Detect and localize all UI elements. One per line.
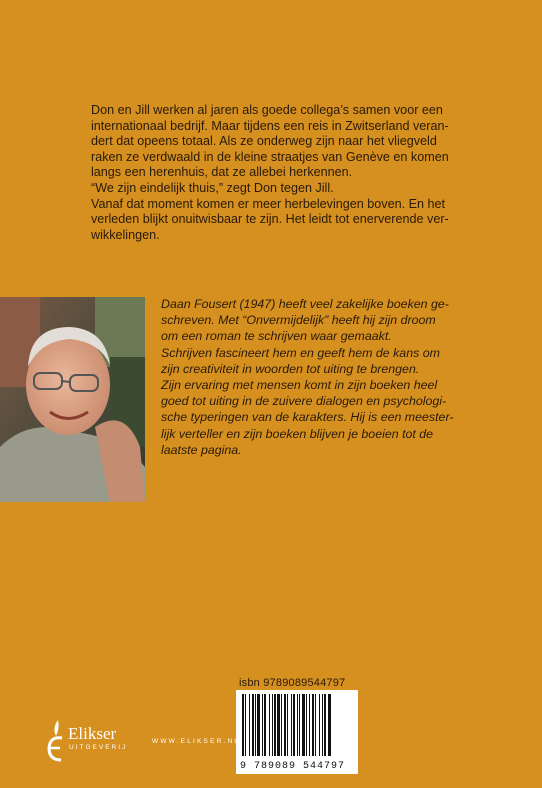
author-photo — [0, 297, 145, 502]
barcode-bar — [274, 694, 276, 756]
barcode-bar — [293, 694, 295, 756]
bio-line: Daan Fousert (1947) heeft veel zakelijke boeken ge- — [161, 297, 449, 311]
bio-line: goed tot uiting in de zuivere dialogen en psychologi- — [161, 394, 447, 409]
barcode-bar — [272, 694, 273, 756]
barcode-bar — [277, 694, 280, 756]
barcode-bar — [264, 694, 266, 756]
barcode-bar — [315, 694, 316, 756]
barcode-bar — [257, 694, 260, 756]
leaf-e-icon — [44, 718, 68, 764]
barcode-bar — [324, 694, 326, 756]
barcode-bar — [284, 694, 286, 756]
back-cover-blurb — [91, 103, 476, 243]
blurb-line: langs een herenhuis, dat ze allebei herkennen. — [91, 165, 353, 180]
barcode-bar — [306, 694, 307, 756]
barcode-bar — [319, 694, 320, 756]
author-bio — [161, 296, 481, 458]
publisher-website: WWW.ELIKSER.NL — [152, 738, 241, 745]
blurb-line: Vanaf dat moment komen er meer herbelevingen boven. En het — [91, 196, 446, 211]
barcode-bar — [249, 694, 250, 756]
blurb-line: internationaal bedrijf. Maar tijdens een reis in Zwitserland veran- — [91, 118, 449, 133]
barcode-bar — [245, 694, 246, 756]
blurb-line: “We zijn eindelijk thuis,” zegt Don tegen Jill. — [91, 180, 334, 195]
blurb-line: raken ze verdwaald in de kleine straatjes van Genève en komen — [91, 149, 449, 164]
bio-line: schreven. Met “Onvermijdelijk” heeft hij zijn droom — [161, 313, 436, 328]
bio-line: om een roman te schrijven waar gemaakt. — [161, 329, 392, 344]
barcode-bar — [328, 694, 331, 756]
bio-line: Schrijven fascineert hem en geeft hem de kans om — [161, 345, 440, 360]
publisher-subtitle: UITGEVERIJ — [69, 744, 128, 751]
barcode-bar — [262, 694, 263, 756]
publisher-logo — [44, 718, 144, 768]
barcode-bar — [309, 694, 310, 756]
publisher-name: Elikser — [68, 724, 117, 743]
barcode-bar — [281, 694, 282, 756]
barcode-bar — [291, 694, 292, 756]
blurb-line: verleden blijkt onuitwisbaar te zijn. Het leidt tot enerverende ver- — [91, 212, 449, 227]
barcode-bar — [252, 694, 254, 756]
bio-line: Zijn ervaring met mensen komt in zijn boeken heel — [161, 378, 438, 393]
bio-line: laatste pagina. — [161, 442, 242, 457]
barcode-bar — [255, 694, 256, 756]
barcode-bar — [297, 694, 298, 756]
isbn-label: isbn 9789089544797 — [239, 677, 346, 689]
barcode-bar — [269, 694, 270, 756]
blurb-line: wikkelingen. — [91, 227, 160, 242]
barcode — [236, 690, 358, 774]
barcode-bar — [302, 694, 305, 756]
barcode-bar — [312, 694, 314, 756]
barcode-bar — [287, 694, 288, 756]
barcode-bars — [240, 694, 354, 758]
blurb-line: Don en Jill werken al jaren als goede collega’s samen voor een — [91, 103, 443, 117]
bio-line: sche typeringen van de karakters. Hij is een meester- — [161, 410, 454, 425]
blurb-line: dert dat opeens totaal. Als ze onderweg zijn naar het vliegveld — [91, 134, 437, 149]
barcode-bar — [299, 694, 300, 756]
barcode-bar — [322, 694, 323, 756]
bio-line: zijn creativiteit in woorden tot uiting te brengen. — [161, 361, 420, 376]
barcode-bar — [242, 694, 244, 756]
barcode-digits: 9 789089 544797 — [240, 761, 346, 772]
bio-line: lijk verteller en zijn boeken blijven je boeien tot de — [161, 426, 434, 441]
